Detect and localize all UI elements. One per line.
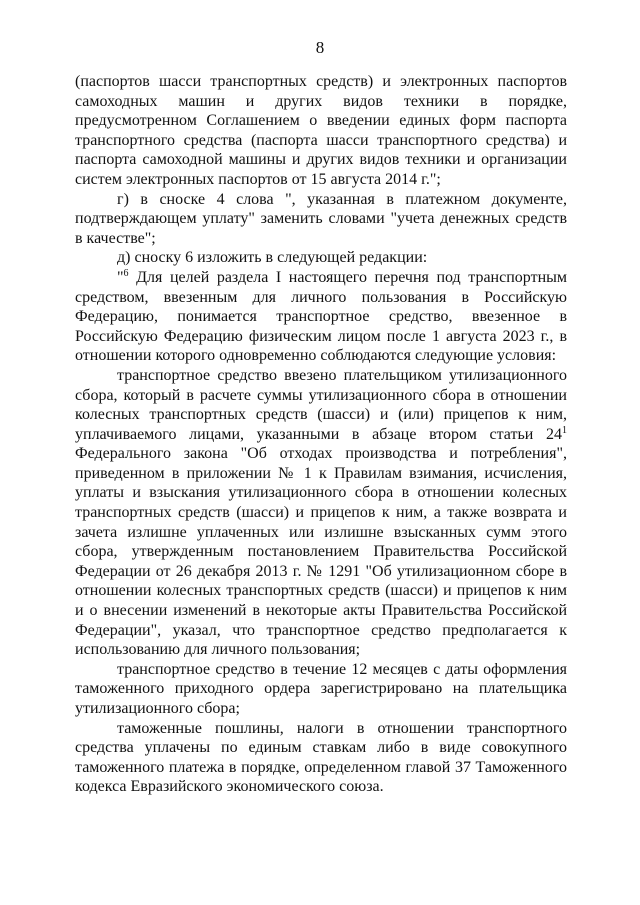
paragraph-condition-customs-duties: таможенные пошлины, налоги в отношении транспортного средства уплачены по единым ставкам либо в виде совокупного таможенного платежа в порядке, определенном главой 37 Таможенного кодекса Евразийского экономического союза. <box>75 719 567 796</box>
document-body <box>75 72 567 797</box>
footnote-marker: 6 <box>123 267 129 279</box>
article-superscript: 1 <box>562 424 567 436</box>
page-number: 8 <box>315 38 325 57</box>
paragraph-condition-registration: транспортное средство в течение 12 месяцев с даты оформления таможенного приходного ордера зарегистрировано на плательщика утилизационного сбора; <box>75 660 567 717</box>
paragraph-footnote-4-amendment: г) в сноске 4 слова ", указанная в платежном документе, подтверждающем уплату" заменить словами "учета денежных средств в качестве"; <box>75 190 567 247</box>
paragraph-condition-utilization-fee: транспортное средство ввезено плательщиком утилизационного сбора, который в расчете суммы утилизационного сбора в отношении колесных транспортных средств (шасси) и (или) прицепов к ним, уплачиваемого лицами, указанными в абзаце втором статьи $24^1$ Федерального закона "Об отходах производства и потребления", приведенном в приложении № 1 к Правилам взимания, исчисления, уплаты и взыскания утилизационного сбора в отношении колесных транспортных средств (шасси) и прицепов к ним, а также возврата и зачета излишне уплаченных или излишне взысканных сумм этого сбора, утвержденным постановлением Правительства Российской Федерации от 26 декабря 2013 г. № 1291 "Об утилизационном сборе в отношении колесных транспортных средств (шасси) и прицепов к ним и о внесении изменений в некоторые акты Правительства Российской Федерации", указал, что транспортное средство предполагается к использованию для личного пользования; <box>75 366 567 659</box>
paragraph-footnote-6-definition: "$^6$ Для целей раздела I настоящего перечня под транспортным средством, ввезенным для личного пользования в Российскую Федерацию, понимается транспортное средство, ввезенное в Российскую Федерацию физическим лицом после 1 августа 2023 г., в отношении которого одновременно соблюдаются следующие условия: <box>75 267 567 365</box>
paragraph-passports-continuation: (паспортов шасси транспортных средств) и электронных паспортов самоходных машин и других видов техники в порядке, предусмотренном Соглашением о введении единых форм паспорта транспортного средства (паспорта шасси транспортного средства) и паспорта самоходной машины и других видов техники и организации систем электронных паспортов от 15 августа 2014 г."; <box>75 73 567 188</box>
paragraph-footnote-6-intro: д) сноску 6 изложить в следующей редакции: <box>117 249 428 267</box>
